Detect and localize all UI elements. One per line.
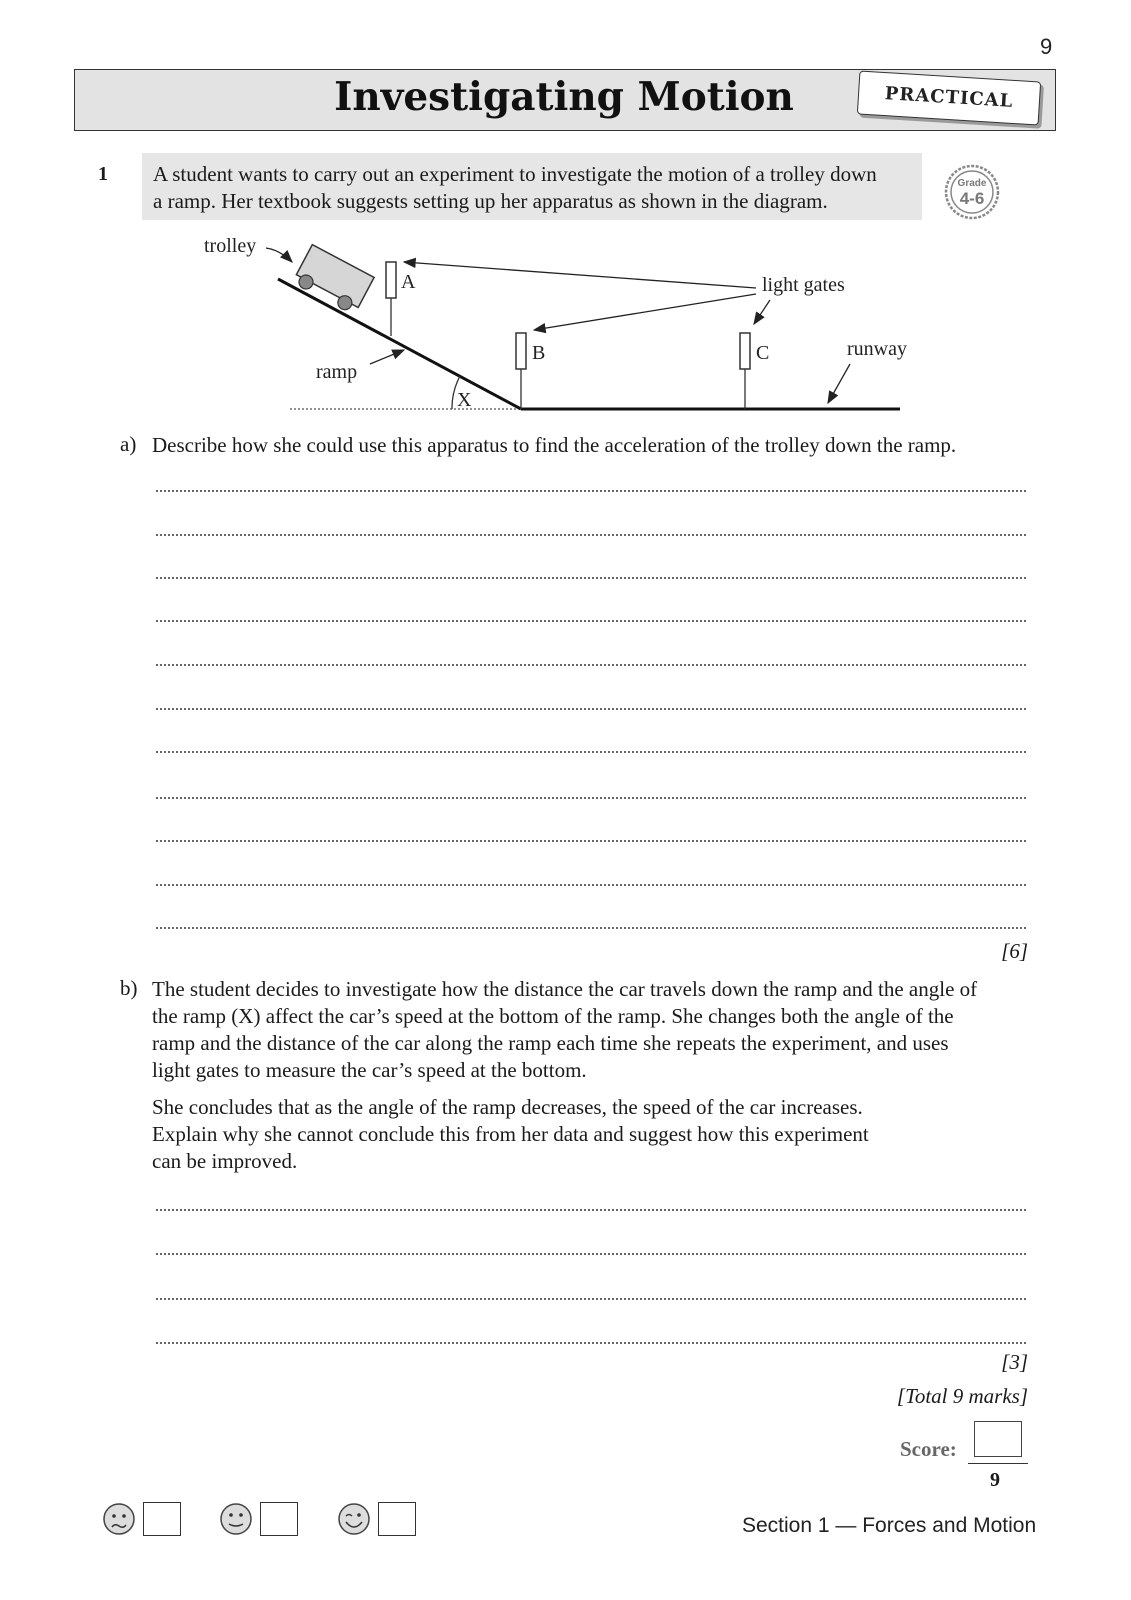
light-gates-label: light gates [762, 274, 845, 296]
part-b-paragraph-1 [152, 976, 1042, 1084]
question-intro [142, 153, 922, 220]
light-gate-b [516, 333, 526, 369]
score-divider [968, 1463, 1028, 1464]
score-label: Score: [900, 1437, 957, 1461]
confidence-checkbox-mid[interactable] [260, 1502, 298, 1536]
part-a-text: Describe how she could use this apparatus to find the acceleration of the trolley down the ramp. [152, 433, 957, 457]
confidence-checkbox-low[interactable] [143, 1502, 181, 1536]
trolley [292, 245, 374, 316]
arrow-to-gate-c [754, 300, 770, 324]
answer-line-a3[interactable] [156, 577, 1026, 579]
gate-c-label: C [756, 342, 770, 364]
text-line: light gates to measure the car’s speed at the bottom. [152, 1058, 587, 1082]
neutral-face-icon [219, 1502, 253, 1536]
answer-line-a4[interactable] [156, 620, 1026, 622]
text-line: ramp and the distance of the car along the ramp each time she repeats the experiment, and uses [152, 1031, 949, 1055]
text-line: The student decides to investigate how the distance the car travels down the ramp and the angle of [152, 977, 978, 1001]
practical-tag: PRACTICAL [857, 70, 1041, 125]
ramp-arrow [370, 350, 404, 364]
ramp [278, 279, 521, 409]
unhappy-face-icon [102, 1502, 136, 1536]
gate-b-label: B [532, 342, 546, 364]
total-marks: [Total 9 marks] [896, 1384, 1028, 1408]
answer-line-a8[interactable] [156, 797, 1026, 799]
answer-line-b4[interactable] [156, 1342, 1026, 1344]
happy-face-icon [337, 1502, 371, 1536]
grade-badge-icon [943, 163, 1001, 221]
trolley-arrow [266, 248, 292, 262]
gate-a-label: A [401, 271, 416, 293]
intro-line: a ramp. Her textbook suggests setting up her apparatus as shown in the diagram. [153, 189, 828, 213]
answer-line-b2[interactable] [156, 1253, 1026, 1255]
answer-line-b1[interactable] [156, 1209, 1026, 1211]
score-total: 9 [990, 1469, 1000, 1491]
part-b-paragraph-2 [152, 1094, 1042, 1175]
angle-label: X [457, 389, 472, 411]
page-title: Investigating Motion [334, 74, 794, 120]
text-line: the ramp (X) affect the car’s speed at the bottom of the ramp. She changes both the angle of the [152, 1004, 954, 1028]
light-gate-c [740, 333, 750, 369]
text-line: Explain why she cannot conclude this from her data and suggest how this experiment [152, 1122, 869, 1146]
answer-line-a11[interactable] [156, 927, 1026, 929]
answer-line-a9[interactable] [156, 840, 1026, 842]
answer-line-a5[interactable] [156, 664, 1026, 666]
grade-word: Grade [957, 178, 987, 189]
apparatus-diagram [190, 228, 930, 428]
trolley-label: trolley [204, 235, 257, 257]
text-line: can be improved. [152, 1149, 298, 1173]
question-number: 1 [98, 163, 108, 185]
answer-line-b3[interactable] [156, 1298, 1026, 1300]
ramp-label: ramp [316, 361, 358, 383]
answer-line-a6[interactable] [156, 708, 1026, 710]
page-number: 9 [1040, 34, 1053, 59]
runway-arrow [828, 364, 850, 403]
answer-line-a1[interactable] [156, 490, 1026, 492]
answer-line-a7[interactable] [156, 751, 1026, 753]
section-footer: Section 1 — Forces and Motion [742, 1514, 1037, 1537]
part-b-label: b) [120, 976, 138, 1000]
runway-label: runway [847, 338, 907, 360]
answer-line-a2[interactable] [156, 534, 1026, 536]
confidence-checkbox-high[interactable] [378, 1502, 416, 1536]
part-a-label: a) [120, 432, 137, 456]
part-a-marks: [6] [1001, 939, 1028, 963]
arrow-to-gate-b [534, 294, 756, 330]
intro-line: A student wants to carry out an experiment to investigate the motion of a trolley down [153, 162, 877, 186]
answer-line-a10[interactable] [156, 884, 1026, 886]
score-input-box[interactable] [974, 1421, 1022, 1457]
arrow-to-gate-a [404, 262, 756, 288]
light-gate-a [386, 262, 396, 298]
grade-range: 4-6 [959, 189, 985, 208]
text-line: She concludes that as the angle of the ramp decreases, the speed of the car increases. [152, 1095, 863, 1119]
part-b-marks: [3] [1001, 1350, 1028, 1374]
